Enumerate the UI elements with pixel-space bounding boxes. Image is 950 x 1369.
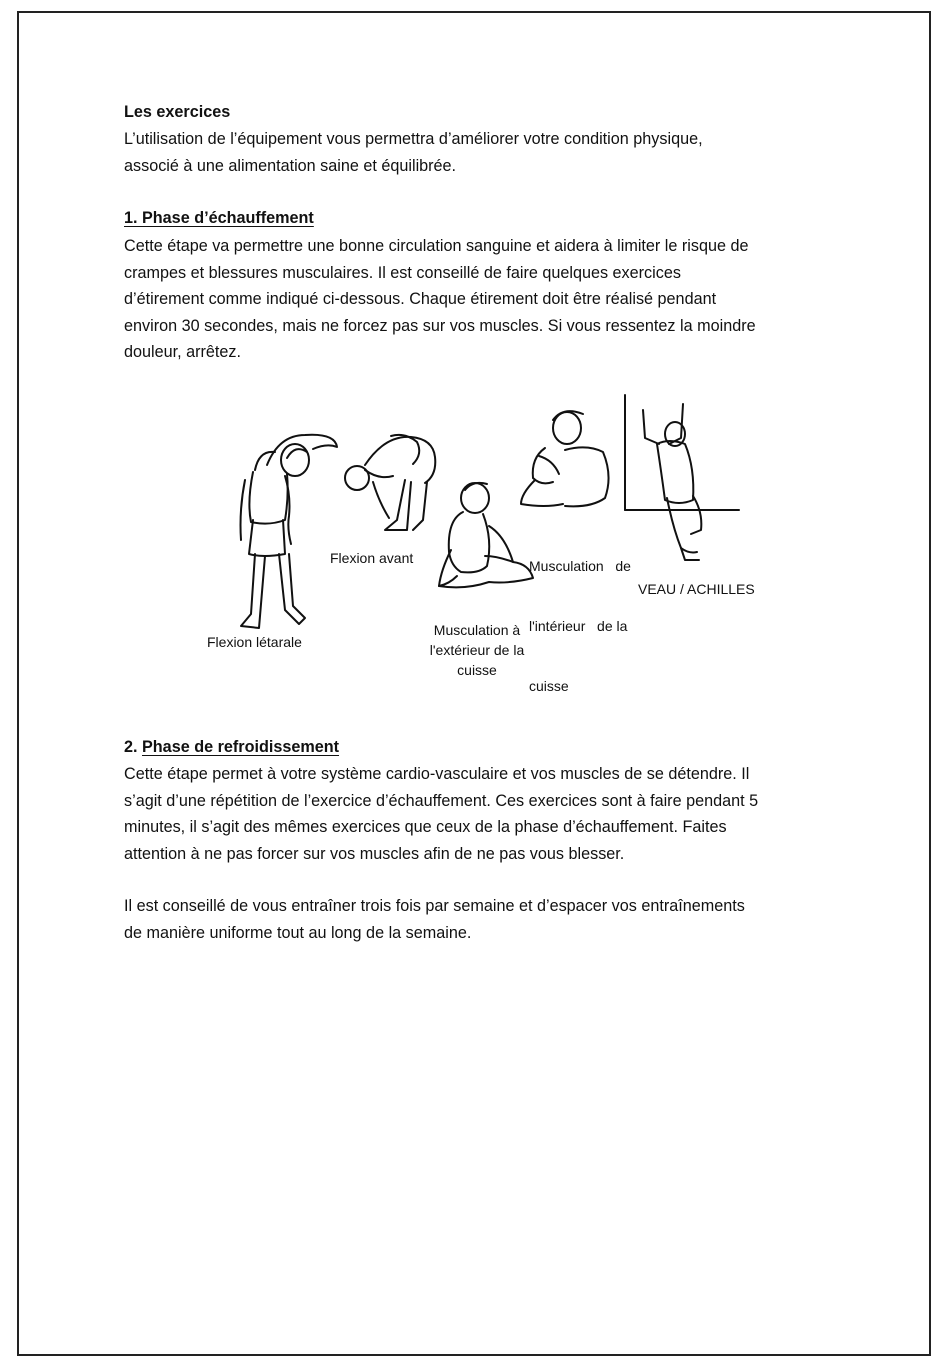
caption-outer-thigh-line-2: l'extérieur de la <box>429 642 525 658</box>
caption-outer-thigh <box>417 620 537 680</box>
warmup-line-1: Cette étape va permettre une bonne circulation sanguine et aidera à limiter le risque de <box>124 237 749 255</box>
warmup-line-3: d’étirement comme indiqué ci-dessous. Chaque étirement doit être réalisé pendant <box>124 290 717 308</box>
intro-line-1: L’utilisation de l’équipement vous permettra d’améliorer votre condition physique, <box>124 130 703 148</box>
cooldown-heading-text: Phase de refroidissement <box>142 738 340 756</box>
section-title: Les exercices <box>124 103 231 121</box>
intro-line-2: associé à une alimentation saine et équilibrée. <box>124 156 457 175</box>
caption-lateral-bend: Flexion létarale <box>207 634 302 650</box>
cooldown-heading-number: 2. <box>124 738 142 756</box>
inner-thigh-figure <box>521 411 609 506</box>
cooldown-heading <box>124 735 844 759</box>
cooldown-line-4: attention à ne pas forcer sur vos muscles afin de ne pas vous blesser. <box>124 844 625 863</box>
caption-inner-thigh-line-2: l'intérieur de la <box>529 618 628 634</box>
outer-thigh-figure <box>439 483 533 587</box>
caption-outer-thigh-line-3: cuisse <box>457 662 497 678</box>
warmup-line-5: douleur, arrêtez. <box>124 343 241 361</box>
calf-stretch-figure <box>625 395 739 560</box>
caption-calf-achilles: VEAU / ACHILLES <box>638 581 755 597</box>
warmup-line-2: crampes et blessures musculaires. Il est conseillé de faire quelques exercices <box>124 263 681 282</box>
caption-inner-thigh <box>529 516 631 736</box>
forward-bend-figure <box>345 435 435 530</box>
caption-inner-thigh-line-3: cuisse <box>529 678 569 694</box>
caption-inner-thigh-line-1: Musculation de <box>529 558 631 574</box>
document-body <box>124 100 844 366</box>
caption-outer-thigh-line-1: Musculation à <box>433 622 521 638</box>
cooldown-line-1: Cette étape permet à votre système cardio-vasculaire et vos muscles de se détendre. Il <box>124 765 750 783</box>
cooldown-line-2: s’agit d’une répétition de l’exercice d’échauffement. Ces exercices sont à faire pendant 5 <box>124 791 759 810</box>
cooldown-section <box>124 735 844 946</box>
warmup-heading: 1. Phase d’échauffement <box>124 209 314 227</box>
caption-forward-bend: Flexion avant <box>330 550 414 566</box>
stretching-illustrations <box>195 390 755 694</box>
lateral-bend-figure <box>241 435 338 628</box>
cooldown-line-3: minutes, il s’agit des mêmes exercices que ceux de la phase d’échauffement. Faites <box>124 818 727 836</box>
closing-line-1: Il est conseillé de vous entraîner trois fois par semaine et d’espacer vos entraînements <box>124 897 745 915</box>
closing-line-2: de manière uniforme tout au long de la semaine. <box>124 923 472 942</box>
warmup-line-4: environ 30 secondes, mais ne forcez pas sur vos muscles. Si vous ressentez la moindre <box>124 316 756 335</box>
